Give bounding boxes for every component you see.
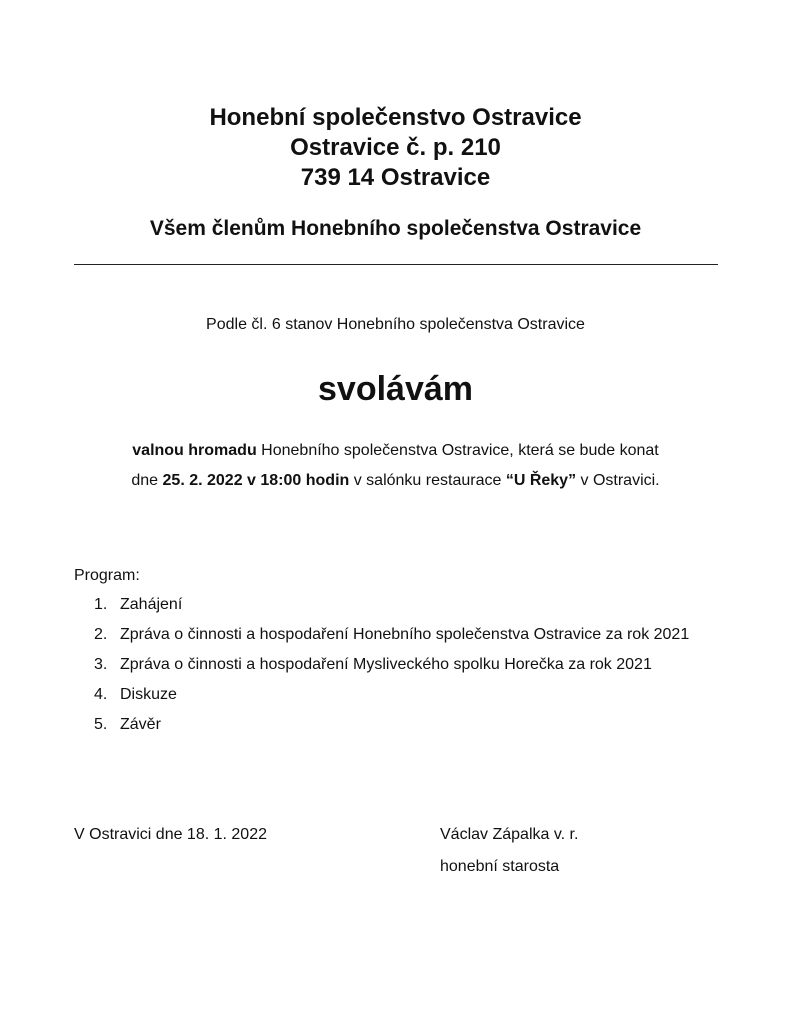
item-number: 3. [94,656,108,673]
signatory-name: Václav Zápalka v. r. [440,826,579,843]
place-date: V Ostravici dne 18. 1. 2022 [74,826,267,843]
program-item [94,626,689,644]
program-label: Program: [74,567,140,584]
item-number: 1. [94,596,108,613]
divider [74,264,718,265]
program-item [94,596,182,614]
item-text: Zahájení [120,596,183,613]
meeting-type: valnou hromadu [132,442,257,459]
meeting-date: 25. 2. 2022 v 18:00 hodin [162,472,350,489]
body-line-2-end: v Ostravici. [576,472,660,489]
item-number: 2. [94,626,108,643]
item-text: Zpráva o činnosti a hospodaření Mysliveckého spolku Horečka za rok 2021 [120,656,652,673]
heading-svolavam: svolávám [318,370,473,408]
body-line-2-pre: dne [131,472,163,489]
item-text: Závěr [120,716,161,733]
postal-line: 739 14 Ostravice [300,164,491,191]
intro-text: Podle čl. 6 stanov Honebního společenstva Ostravice [206,316,585,333]
program-item [94,716,161,734]
body-line-1 [0,442,791,460]
signatory-role: honební starosta [440,858,560,875]
address-line: Ostravice č. p. 210 [290,134,501,161]
body-line-2-mid: v salónku restaurace [349,472,506,489]
program-item [94,656,652,674]
item-number: 5. [94,716,108,733]
meeting-place: “U Řeky” [505,472,577,489]
item-text: Diskuze [120,686,177,703]
body-line-1-rest: Honebního společenstva Ostravice, která se bude konat [256,442,659,459]
item-number: 4. [94,686,108,703]
addressee: Všem členům Honebního společenstva Ostravice [149,217,642,240]
org-name: Honební společenstvo Ostravice [209,104,582,131]
body-line-2 [0,472,791,490]
program-item [94,686,177,704]
item-text: Zpráva o činnosti a hospodaření Honebního společenstva Ostravice za rok 2021 [120,626,690,643]
